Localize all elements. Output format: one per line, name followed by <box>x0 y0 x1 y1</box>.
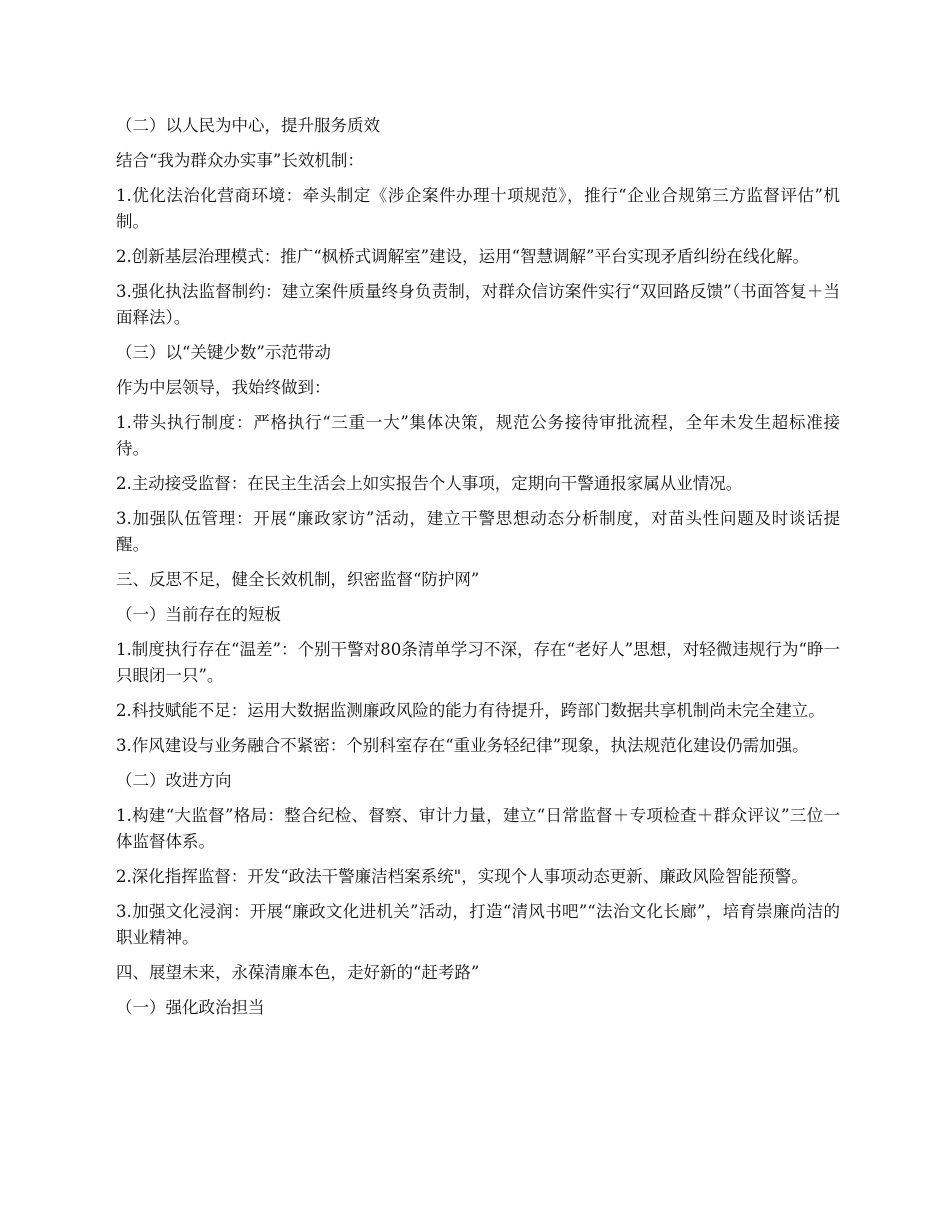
list-item: 1.制度执行存在“温差”：个别干警对80条清单学习不深，存在“老好人”思想，对轻微违规行为“睁一只眼闭一只”。 <box>116 640 840 685</box>
section-heading: （二）改进方向 <box>116 771 232 790</box>
list-item: 1.构建“大监督”格局：整合纪检、督察、审计力量，建立“日常监督＋专项检查＋群众评议”三位一体监督体系。 <box>116 806 840 851</box>
list-item: 1.优化法治化营商环境：牵头制定《涉企案件办理十项规范》，推行“企业合规第三方监督评估”机制。 <box>116 186 840 231</box>
list-item: 2.深化指挥监督：开发“政法干警廉洁档案系统"，实现个人事项动态更新、廉政风险智能预警。 <box>116 867 808 886</box>
document-body <box>116 113 840 1030</box>
list-item: 2.主动接受监督：在民主生活会上如实报告个人事项，定期向干警通报家属从业情况。 <box>116 474 743 493</box>
chapter-heading: 三、反思不足，健全长效机制，织密监督“防护网” <box>116 570 480 589</box>
list-item: 2.科技赋能不足：运用大数据监测廉政风险的能力有待提升，跨部门数据共享机制尚未完全建立。 <box>116 701 825 720</box>
section-heading: （一）强化政治担当 <box>116 998 265 1017</box>
list-item: 2.创新基层治理模式：推广“枫桥式调解室”建设，运用“智慧调解”平台实现矛盾纠纷在线化解。 <box>116 247 809 266</box>
paragraph: 结合“我为群众办实事”长效机制： <box>116 151 364 170</box>
section-heading: （三）以“关键少数”示范带动 <box>116 343 331 362</box>
list-item: 3.加强文化浸润：开展“廉政文化进机关”活动，打造“清风书吧”“法治文化长廊”，培育崇廉尚洁的职业精神。 <box>116 902 840 947</box>
list-item: 3.作风建设与业务融合不紧密：个别科室存在“重业务轻纪律”现象，执法规范化建设仍需加强。 <box>116 736 809 755</box>
list-item: 1.带头执行制度：严格执行“三重一大”集体决策，规范公务接待审批流程，全年未发生超标准接待。 <box>116 413 840 458</box>
section-heading: （一）当前存在的短板 <box>116 605 281 624</box>
list-item: 3.强化执法监督制约：建立案件质量终身负责制，对群众信访案件实行“双回路反馈”（书面答复＋当面释法）。 <box>116 282 840 327</box>
chapter-heading: 四、展望未来，永葆清廉本色，走好新的“赶考路” <box>116 963 480 982</box>
section-heading: （二）以人民为中心，提升服务质效 <box>116 116 380 135</box>
list-item: 3.加强队伍管理：开展“廉政家访”活动，建立干警思想动态分析制度，对苗头性问题及时谈话提醒。 <box>116 509 840 554</box>
paragraph: 作为中层领导，我始终做到： <box>116 378 331 397</box>
